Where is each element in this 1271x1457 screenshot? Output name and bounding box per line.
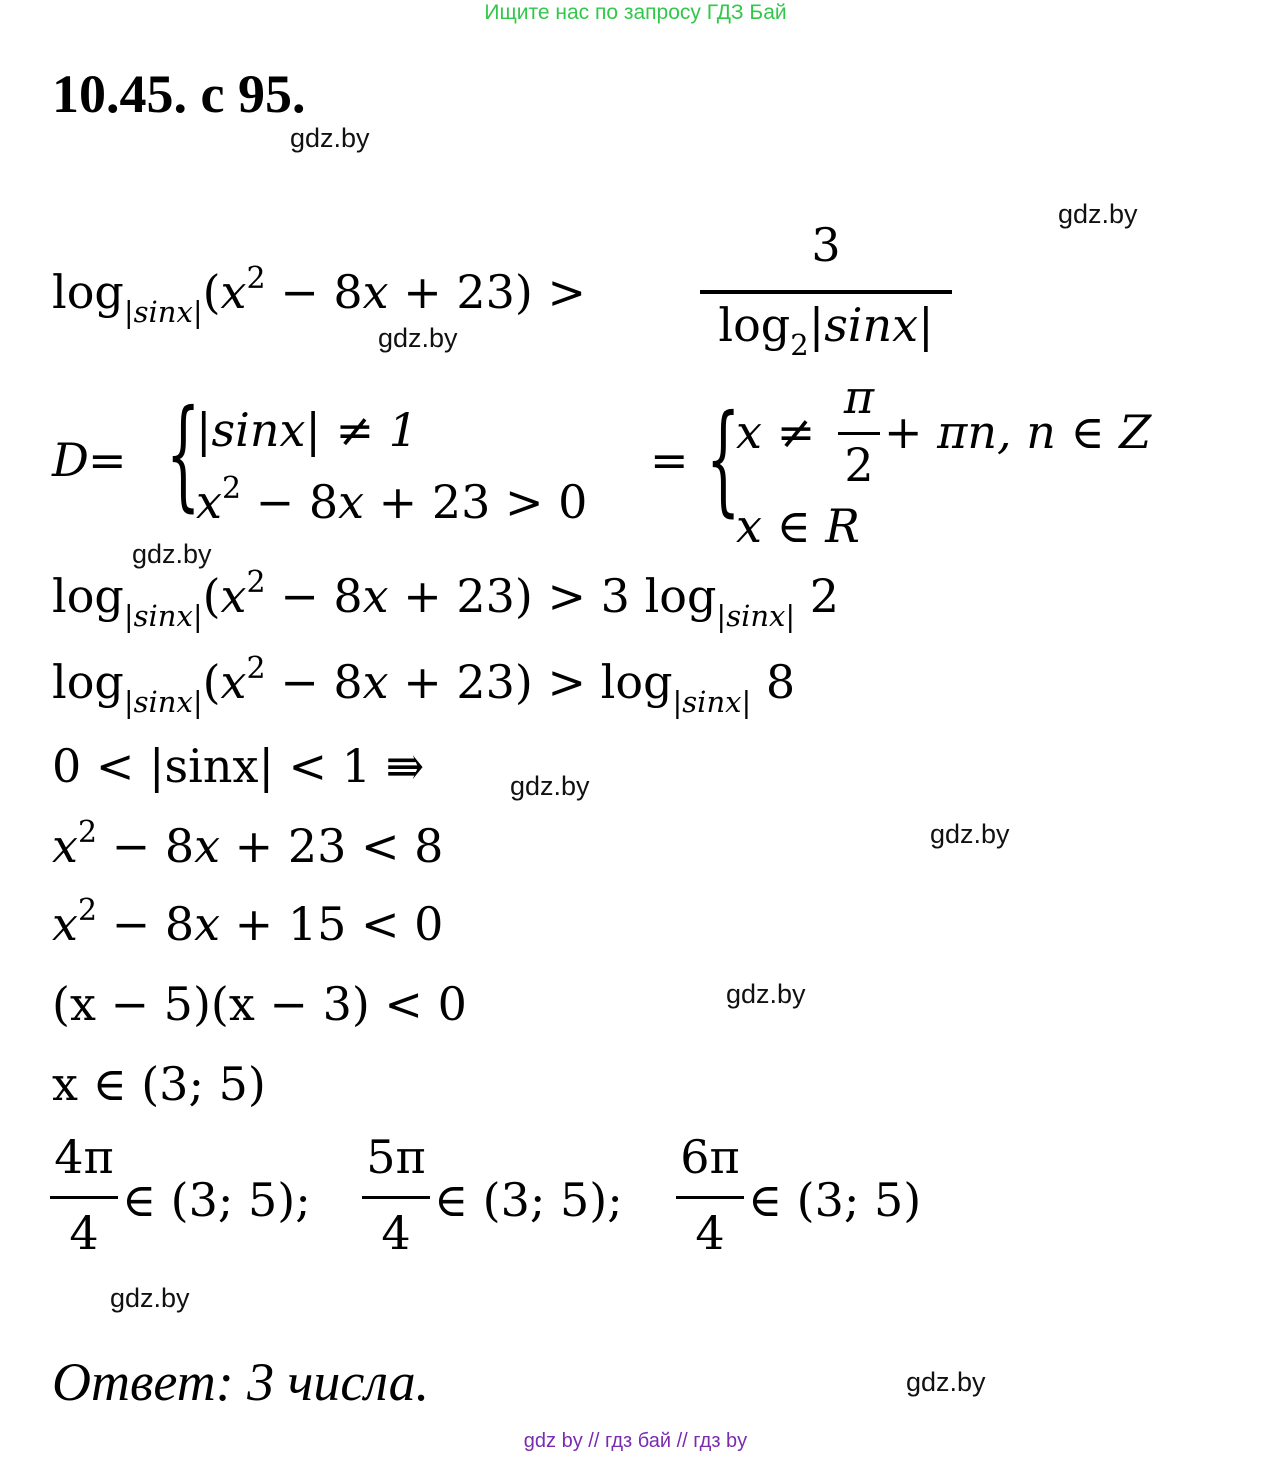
var-x: x (52, 819, 78, 873)
inequality-line-1 (52, 261, 587, 329)
var-x: x (362, 569, 389, 623)
fraction-denominator (700, 298, 952, 362)
var-x: x (362, 265, 389, 319)
inequality-line-8 (52, 976, 467, 1032)
line-text: x ∈ (3; 5) (52, 1057, 266, 1111)
rhs-part: > log (532, 655, 673, 709)
fraction-denominator: 4 (381, 1206, 411, 1260)
rhs-end: 8 (751, 655, 796, 709)
line-text: 0 < |sinx| < 1 ⇛ (52, 739, 425, 793)
equals-sign: = (88, 433, 127, 487)
log-arg: |sinx| (808, 298, 934, 352)
expr-part: + 23) (388, 265, 533, 319)
fraction-numerator: 6π (680, 1130, 740, 1184)
var-x: x (194, 819, 221, 873)
fraction-6pi-over-4 (676, 1130, 744, 1264)
watermark: gdz.by (110, 1283, 190, 1313)
expr-part: − 8 (265, 655, 363, 709)
var-x: x (220, 655, 247, 709)
fraction-bar (838, 432, 880, 435)
rhs-part: > 3 log (532, 569, 717, 623)
log-base: 2 (790, 328, 809, 362)
footer-links[interactable]: gdz by // гдз бай // гдз by (523, 1430, 748, 1452)
expr-part: − 8 (241, 475, 339, 529)
fraction-4pi-over-4 (50, 1130, 118, 1264)
gt-sign: > (532, 265, 587, 319)
fraction-numerator: π (843, 370, 875, 424)
system-text: |sinx| ≠ 1 (196, 403, 418, 457)
log-word: log (718, 298, 791, 352)
var-x: x (362, 655, 389, 709)
line-text: (x − 5)(x − 3) < 0 (52, 977, 467, 1031)
exponent: 2 (77, 893, 98, 928)
log-word: log (52, 655, 124, 709)
fraction-denominator: 2 (844, 438, 874, 492)
system-2-line-1-tail: + πn, n ∈ Z (884, 405, 1152, 459)
paren-open: ( (202, 655, 221, 709)
log-word: log (52, 265, 124, 319)
expr-part: − 8 (97, 897, 195, 951)
var-x: x (196, 475, 222, 529)
inequality-line-4 (52, 651, 796, 719)
watermark: gdz.by (726, 979, 806, 1009)
fraction-1 (700, 216, 952, 366)
system-brace-1: { (166, 385, 201, 524)
var-x: x (52, 897, 78, 951)
system-text: x ≠ (736, 405, 816, 459)
var-x: x (194, 897, 221, 951)
system-2-line-1 (736, 404, 815, 460)
expr-part: − 8 (265, 569, 363, 623)
var-x: x (220, 265, 247, 319)
fraction-tail: ∈ (3; 5); (434, 1173, 623, 1227)
paren-open: ( (202, 569, 221, 623)
fraction-pi-over-2 (838, 368, 880, 498)
watermark: gdz.by (290, 123, 370, 153)
var-x: x (220, 569, 247, 623)
fraction-bar (700, 290, 952, 294)
log-word: log (52, 569, 124, 623)
exponent: 2 (246, 261, 266, 296)
inequality-line-6 (52, 815, 444, 874)
fraction-numerator: 3 (811, 218, 841, 272)
watermark: gdz.by (132, 539, 212, 569)
page-title: 10.45. с 95. (52, 64, 306, 124)
domain-letter: D (52, 433, 89, 487)
system-brace-2: { (706, 390, 741, 529)
fraction-bar (50, 1196, 118, 1199)
system-1-line-1 (196, 402, 418, 458)
system-1-line-2 (196, 471, 588, 530)
inequality-line-3 (52, 565, 840, 633)
solution-interval (52, 1056, 266, 1112)
expr-part: + 23) (388, 569, 533, 623)
fraction-tail: ∈ (3; 5) (748, 1173, 922, 1227)
expr-part: + 23 > 0 (364, 475, 588, 529)
fraction-numerator: 4π (54, 1130, 114, 1184)
var-x: x (338, 475, 365, 529)
expr-part: − 8 (265, 265, 363, 319)
watermark: gdz.by (1058, 199, 1138, 229)
rhs-end: 2 (795, 569, 840, 623)
fraction-tail: ∈ (3; 5); (122, 1173, 311, 1227)
expr-part: + 23 < 8 (220, 819, 444, 873)
fraction-denominator: 4 (695, 1206, 725, 1260)
fraction-5pi-over-4 (362, 1130, 430, 1264)
fraction-denominator: 4 (69, 1206, 99, 1260)
log-base: |sinx| (672, 685, 752, 719)
log-base: |sinx| (123, 599, 203, 633)
exponent: 2 (246, 565, 266, 600)
exponent: 2 (221, 471, 242, 506)
log-base: |sinx| (123, 295, 203, 329)
paren-open: ( (202, 265, 221, 319)
watermark: gdz.by (378, 323, 458, 353)
exponent: 2 (77, 815, 98, 850)
expr-part: − 8 (97, 819, 195, 873)
answer-text: Ответ: 3 числа. (52, 1352, 430, 1412)
system-2-line-2: x ∈ R (736, 499, 860, 553)
watermark: gdz.by (906, 1367, 986, 1397)
log-base: |sinx| (716, 599, 796, 633)
watermark: gdz.by (930, 819, 1010, 849)
log-base: |sinx| (123, 685, 203, 719)
fraction-bar (362, 1196, 430, 1199)
fraction-numerator: 5π (366, 1130, 426, 1184)
banner-link[interactable]: Ищите нас по запросу ГДЗ Бай (484, 1, 787, 24)
exponent: 2 (246, 651, 266, 686)
watermark: gdz.by (510, 771, 590, 801)
inequality-line-5 (52, 738, 424, 794)
expr-part: + 23) (388, 655, 533, 709)
equals-sign: = (650, 433, 689, 487)
inequality-line-7 (52, 893, 444, 952)
fraction-bar (676, 1196, 744, 1199)
expr-part: + 15 < 0 (220, 897, 444, 951)
